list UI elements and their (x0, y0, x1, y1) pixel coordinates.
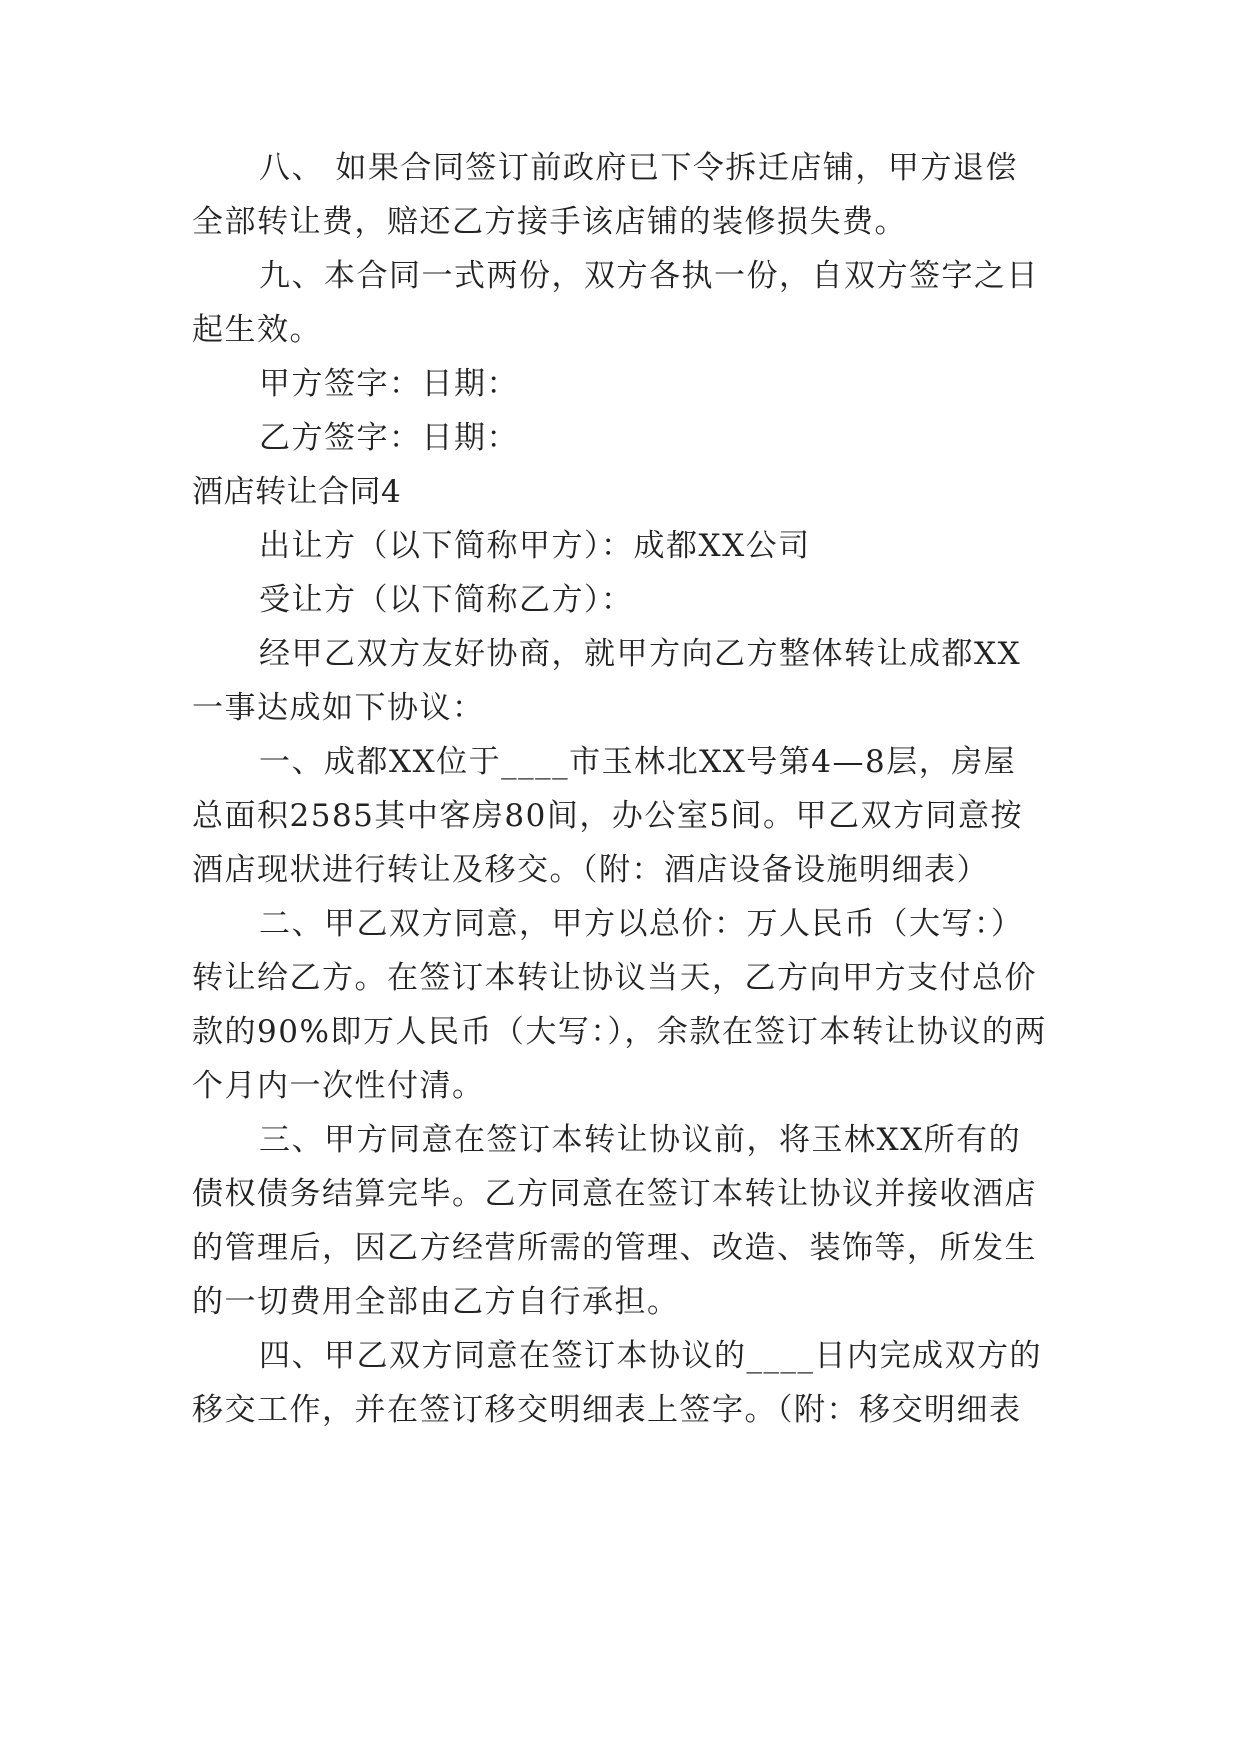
article-1-line-3: 酒店现状进行转让及移交。（附：酒店设备设施明细表） (192, 852, 989, 888)
transferee-line: 受让方（以下简称乙方）： (259, 582, 634, 618)
article-3-line-4: 的一切费用全部由乙方自行承担。 (192, 1284, 680, 1320)
clause-8-line-2: 全部转让费，赔还乙方接手该店铺的装修损失费。 (192, 204, 907, 240)
article-1-line-2: 总面积2585其中客房80间，办公室5间。甲乙双方同意按 (192, 798, 1024, 834)
article-2-line-2: 转让给乙方。在签订本转让协议当天，乙方向甲方支付总价 (192, 960, 1037, 996)
article-4-line-2: 移交工作，并在签订移交明细表上签字。（附：移交明细表 (192, 1392, 1022, 1428)
transferor-line: 出让方（以下简称甲方）：成都XX公司 (259, 528, 811, 564)
article-2-line-3: 款的90%即万人民币（大写：），余款在签订本转让协议的两 (192, 1014, 1047, 1050)
article-3-line-3: 的管理后，因乙方经营所需的管理、改造、装饰等，所发生 (192, 1230, 1037, 1266)
article-1-line-1: 一、成都XX位于____市玉林北XX号第4—8层，房屋 (259, 744, 1017, 780)
party-a-signature-line: 甲方签字：日期： (259, 366, 519, 402)
clause-9-line-1: 九、本合同一式两份，双方各执一份，自双方签字之日 (259, 258, 1039, 294)
article-3-line-2: 债权债务结算完毕。乙方同意在签订本转让协议并接收酒店 (192, 1176, 1037, 1212)
clause-9-line-2: 起生效。 (192, 312, 322, 348)
preamble-line-2: 一事达成如下协议： (192, 690, 485, 726)
preamble-line-1: 经甲乙双方友好协商，就甲方向乙方整体转让成都XX (259, 636, 1022, 672)
clause-8-line-1: 八、 如果合同签订前政府已下令拆迁店铺，甲方退偿 (259, 150, 1018, 186)
contract-title: 酒店转让合同4 (192, 474, 402, 510)
party-b-signature-line: 乙方签字：日期： (259, 420, 519, 456)
article-4-line-1: 四、甲乙双方同意在签订本协议的____日内完成双方的 (259, 1338, 1042, 1374)
article-3-line-1: 三、甲方同意在签订本转让协议前，将玉林XX所有的 (259, 1122, 1022, 1158)
article-2-line-4: 个月内一次性付清。 (192, 1068, 485, 1104)
article-2-line-1: 二、甲乙双方同意，甲方以总价：万人民币（大写：） (259, 906, 1024, 942)
